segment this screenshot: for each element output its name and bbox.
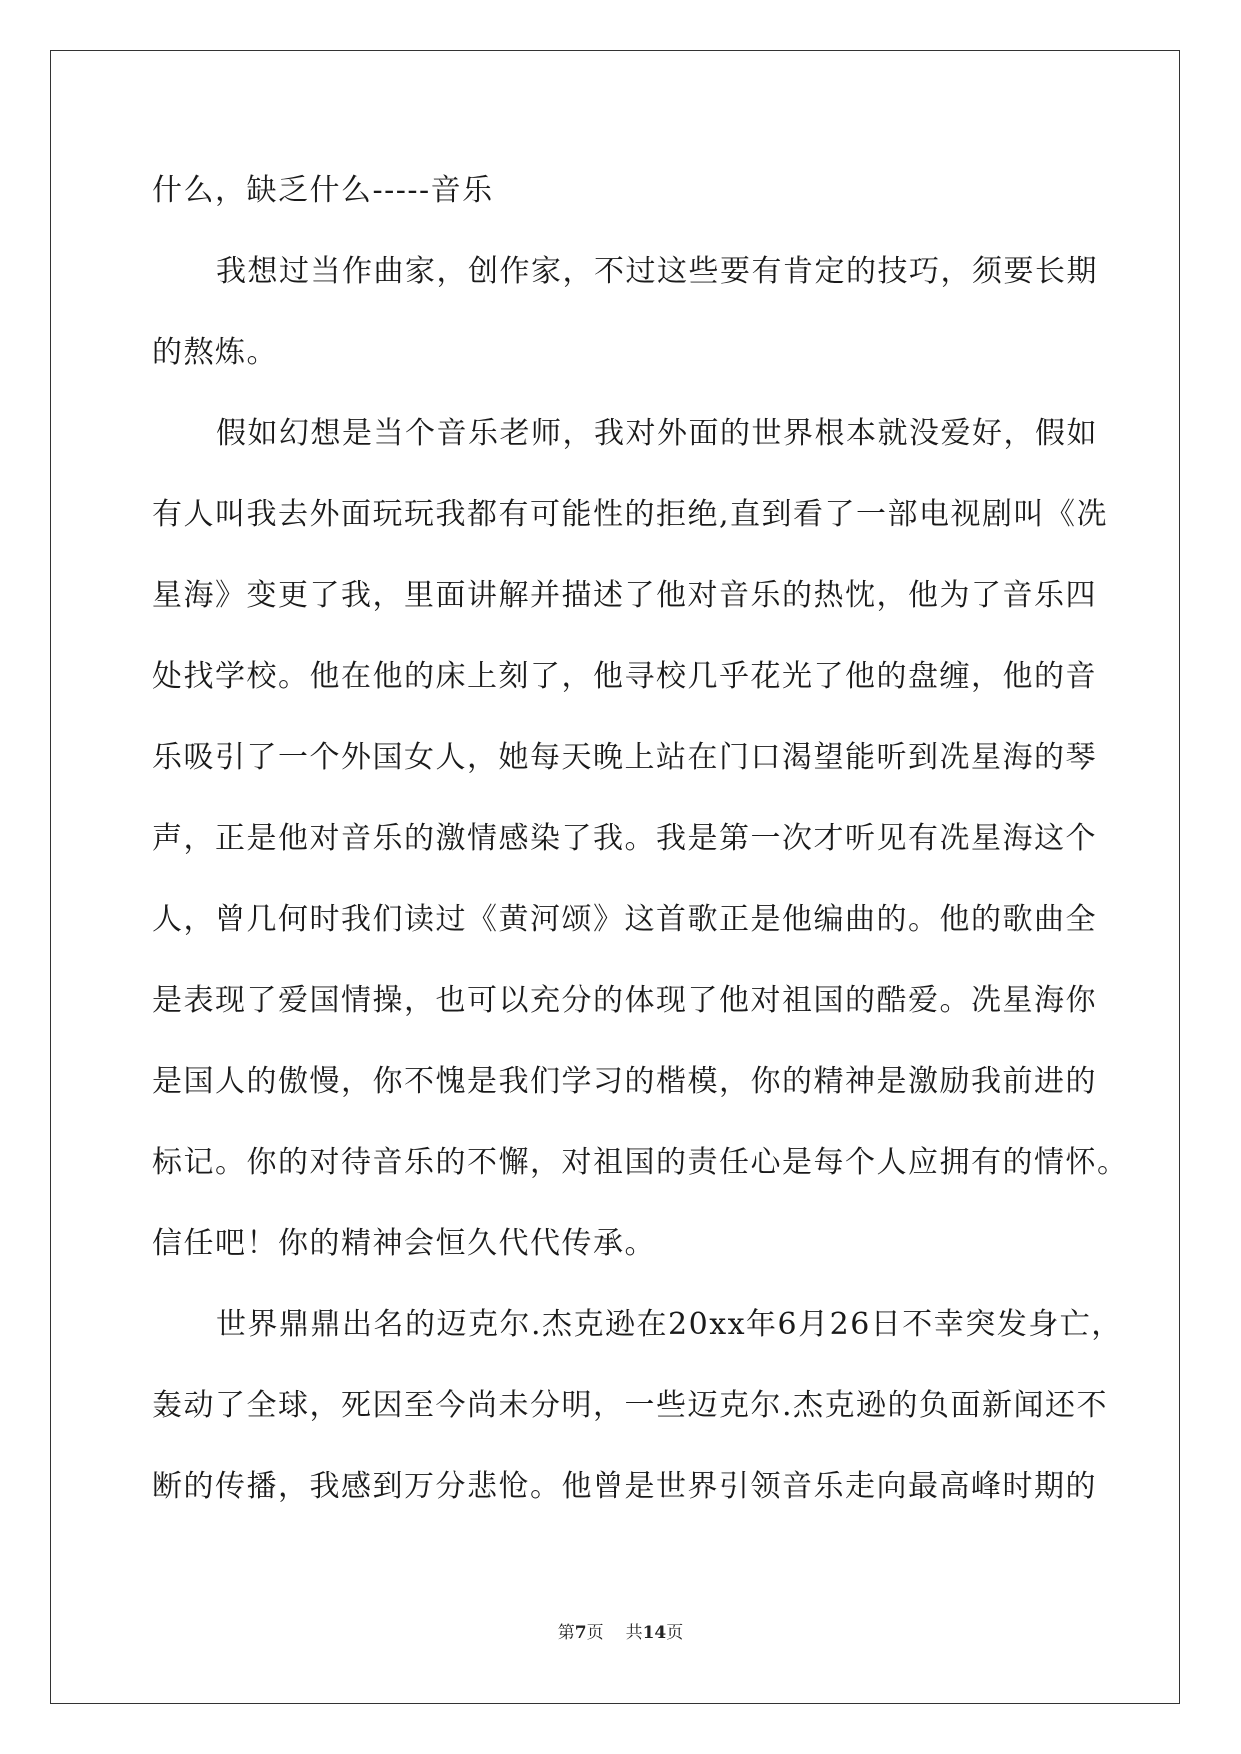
text-line: 是表现了爱国情操，也可以充分的体现了他对祖国的酷爱。冼星海你: [152, 983, 1097, 1018]
text-line: 世界鼎鼎出名的迈克尔.杰克逊在20xx年6月26日不幸突发身亡，: [216, 1307, 1123, 1342]
text-line: 有人叫我去外面玩玩我都有可能性的拒绝,直到看了一部电视剧叫《冼: [152, 497, 1109, 532]
text-line: 我想过当作曲家，创作家，不过这些要有肯定的技巧，须要长期: [216, 254, 1098, 289]
text-line: 轰动了全球，死因至今尚未分明，一些迈克尔.杰克逊的负面新闻还不: [152, 1388, 1109, 1423]
total-suffix: 页: [666, 1623, 684, 1643]
page-footer: [0, 1618, 1241, 1643]
text-line: 声，正是他对音乐的激情感染了我。我是第一次才听见有冼星海这个: [152, 821, 1097, 856]
page-number: 7: [574, 1623, 587, 1643]
text-line: 人，曾几何时我们读过《黄河颂》这首歌正是他编曲的。他的歌曲全: [152, 902, 1097, 937]
text-line: 标记。你的对待音乐的不懈，对祖国的责任心是每个人应拥有的情怀。: [152, 1145, 1129, 1180]
total-prefix: 共: [625, 1623, 643, 1643]
text-line: 假如幻想是当个音乐老师，我对外面的世界根本就没爱好，假如: [216, 416, 1098, 451]
text-line: 断的传播，我感到万分悲怆。他曾是世界引领音乐走向最高峰时期的: [152, 1469, 1097, 1504]
text-line: 星海》变更了我，里面讲解并描述了他对音乐的热忱，他为了音乐四: [152, 578, 1097, 613]
text-line: 乐吸引了一个外国女人，她每天晚上站在门口渴望能听到冼星海的琴: [152, 740, 1097, 775]
total-pages: 14: [642, 1623, 667, 1643]
text-line: 的熬炼。: [152, 335, 278, 370]
text-line: 是国人的傲慢，你不愧是我们学习的楷模，你的精神是激励我前进的: [152, 1064, 1097, 1099]
text-line: 信任吧！你的精神会恒久代代传承。: [152, 1226, 656, 1261]
page-suffix: 页: [586, 1623, 604, 1643]
document-body: [152, 163, 1129, 1540]
text-line: 什么，缺乏什么-----音乐: [152, 173, 494, 208]
text-line: 处找学校。他在他的床上刻了，他寻校几乎花光了他的盘缠，他的音: [152, 659, 1097, 694]
page-prefix: 第: [557, 1623, 575, 1643]
